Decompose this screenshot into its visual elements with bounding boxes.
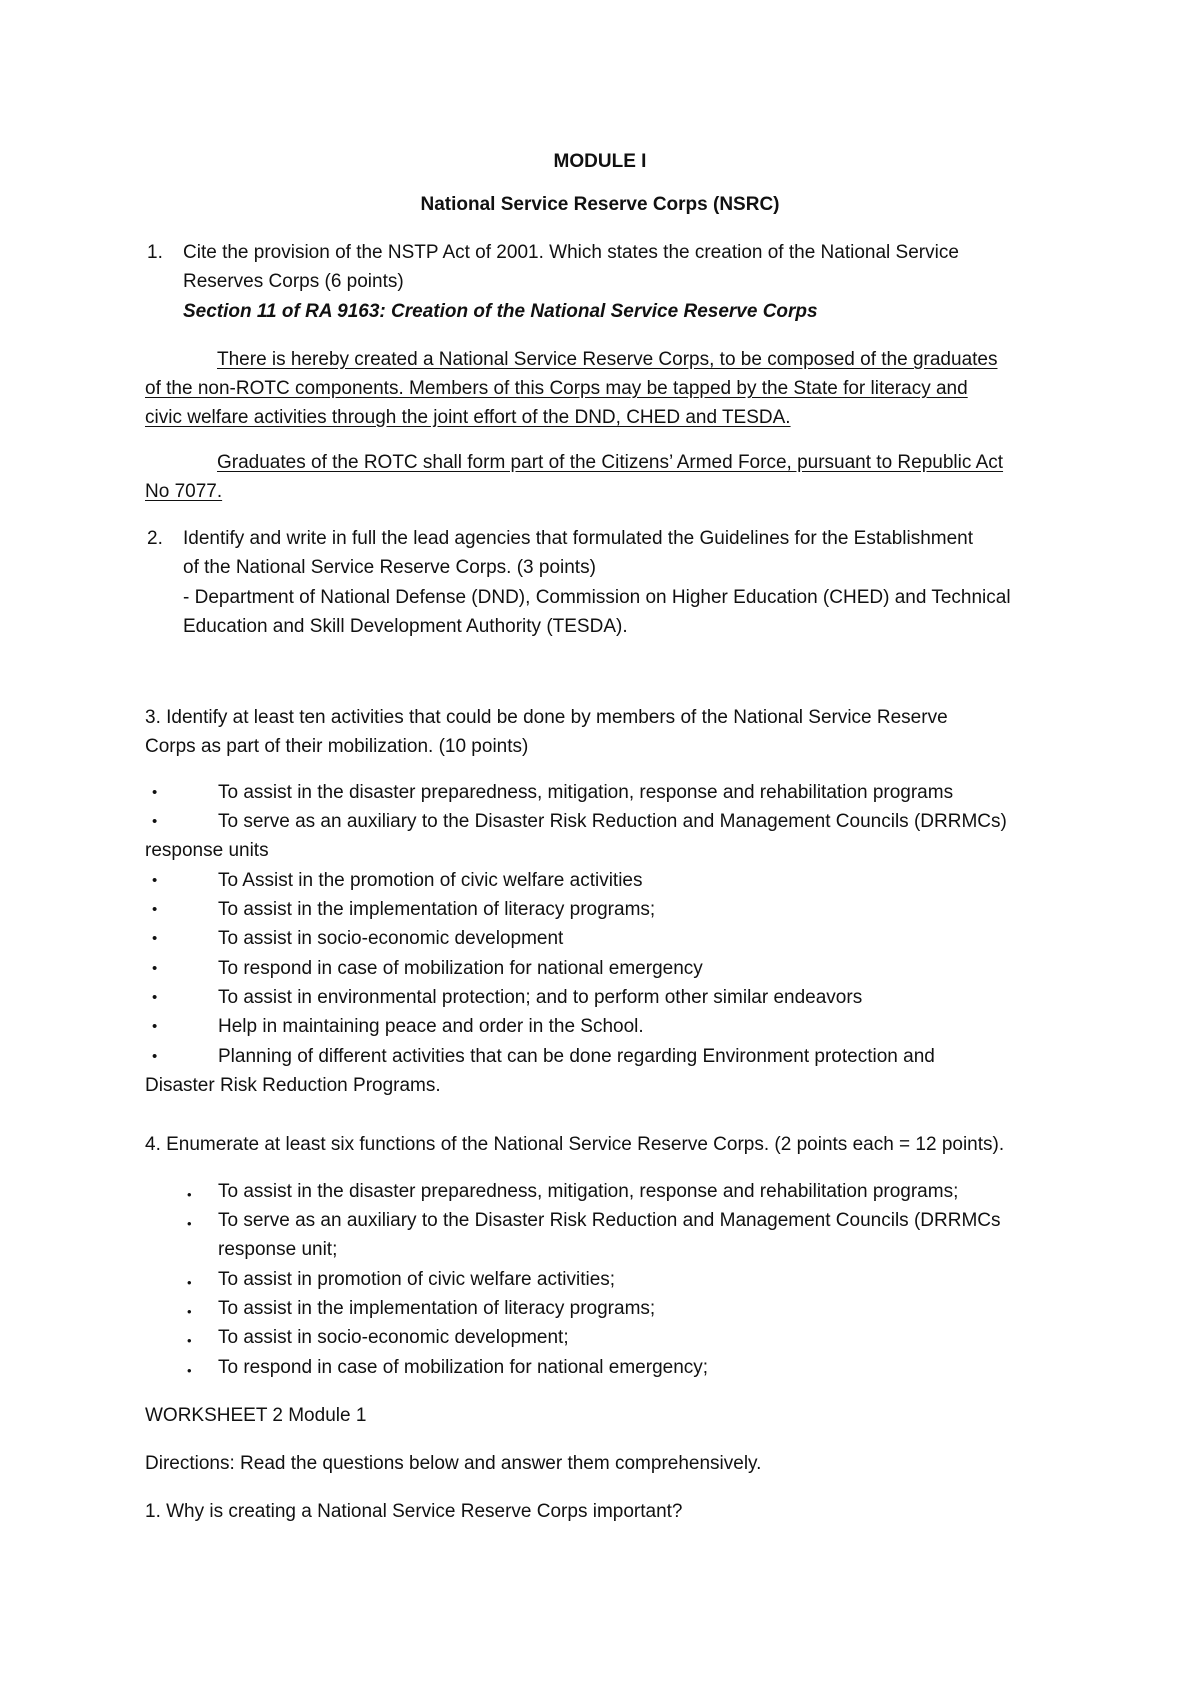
q3-item-8: Help in maintaining peace and order in the School. [218,1016,644,1037]
q3-text-line2: Corps as part of their mobilization. (10 points) [145,736,529,757]
q2-answer-line2: Education and Skill Development Authority (TESDA). [183,616,628,637]
q3-bullet: • [152,960,158,977]
q3-bullet: • [152,901,158,918]
module-subtitle: National Service Reserve Corps (NSRC) [420,194,780,215]
worksheet-title: WORKSHEET 2 Module 1 [145,1405,367,1426]
q3-bullet: • [152,1048,158,1065]
worksheet-directions: Directions: Read the questions below and answer them comprehensively. [145,1453,762,1474]
q1-para2-line2: No 7077. [145,481,223,502]
q1-number: 1. [147,242,163,263]
q1-text-line1: Cite the provision of the NSTP Act of 2001. Which states the creation of the National Service [183,242,959,263]
q2-text-line2: of the National Service Reserve Corps. (3 points) [183,557,596,578]
worksheet-question-1: 1. Why is creating a National Service Reserve Corps important? [145,1501,683,1522]
q3-bullet: • [152,813,158,830]
q1-para1-line2: of the non-ROTC components. Members of this Corps may be tapped by the State for literacy and [145,378,968,399]
q1-text-line2: Reserves Corps (6 points) [183,271,404,292]
q3-bullet: • [152,989,158,1006]
q4-item-2: To serve as an auxiliary to the Disaster Risk Reduction and Management Councils (DRRMCs [218,1210,1001,1231]
q4-item-5: To assist in socio-economic development; [218,1327,569,1348]
q4-bullet: • [187,1275,192,1290]
q3-item-4: To assist in the implementation of literacy programs; [218,899,656,920]
q3-text-line1: 3. Identify at least ten activities that could be done by members of the National Service Reserve [145,707,948,728]
q3-item-1: To assist in the disaster preparedness, mitigation, response and rehabilitation programs [218,782,954,803]
q4-bullet: • [187,1363,192,1378]
q1-para1-line1: There is hereby created a National Service Reserve Corps, to be composed of the graduates [217,349,998,370]
q3-item-9-continued: Disaster Risk Reduction Programs. [145,1075,441,1096]
q3-bullet: • [152,872,158,889]
module-title: MODULE I [553,151,647,172]
q3-bullet: • [152,784,158,801]
q3-item-3: To Assist in the promotion of civic welfare activities [218,870,643,891]
q2-text-line1: Identify and write in full the lead agencies that formulated the Guidelines for the Establishment [183,528,974,549]
q3-item-7: To assist in environmental protection; and to perform other similar endeavors [218,987,863,1008]
q4-bullet: • [187,1187,192,1202]
q3-item-5: To assist in socio-economic development [218,928,564,949]
q2-number: 2. [147,528,163,549]
q1-para1-line3: civic welfare activities through the joint effort of the DND, CHED and TESDA. [145,407,791,428]
q3-bullet: • [152,930,158,947]
q3-item-9: Planning of different activities that can be done regarding Environment protection and [218,1046,935,1067]
q3-bullet: • [152,1018,158,1035]
q2-answer-line1: - Department of National Defense (DND), Commission on Higher Education (CHED) and Technical [183,587,1011,608]
q1-para2-line1: Graduates of the ROTC shall form part of the Citizens’ Armed Force, pursuant to Republic Act [217,452,1004,473]
q4-item-2-continued: response unit; [218,1239,338,1260]
q4-item-3: To assist in promotion of civic welfare activities; [218,1269,616,1290]
q4-bullet: • [187,1216,192,1231]
q3-item-2-continued: response units [145,840,269,861]
q4-bullet: • [187,1304,192,1319]
q1-section-heading: Section 11 of RA 9163: Creation of the National Service Reserve Corps [183,301,818,322]
q4-bullet: • [187,1333,192,1348]
q3-item-6: To respond in case of mobilization for national emergency [218,958,703,979]
q4-text-line1: 4. Enumerate at least six functions of the National Service Reserve Corps. (2 points each = 12 points). [145,1134,1005,1155]
q4-item-6: To respond in case of mobilization for national emergency; [218,1357,709,1378]
q3-item-2: To serve as an auxiliary to the Disaster Risk Reduction and Management Councils (DRRMCs) [218,811,1007,832]
q4-item-1: To assist in the disaster preparedness, mitigation, response and rehabilitation programs; [218,1181,959,1202]
q4-item-4: To assist in the implementation of literacy programs; [218,1298,656,1319]
